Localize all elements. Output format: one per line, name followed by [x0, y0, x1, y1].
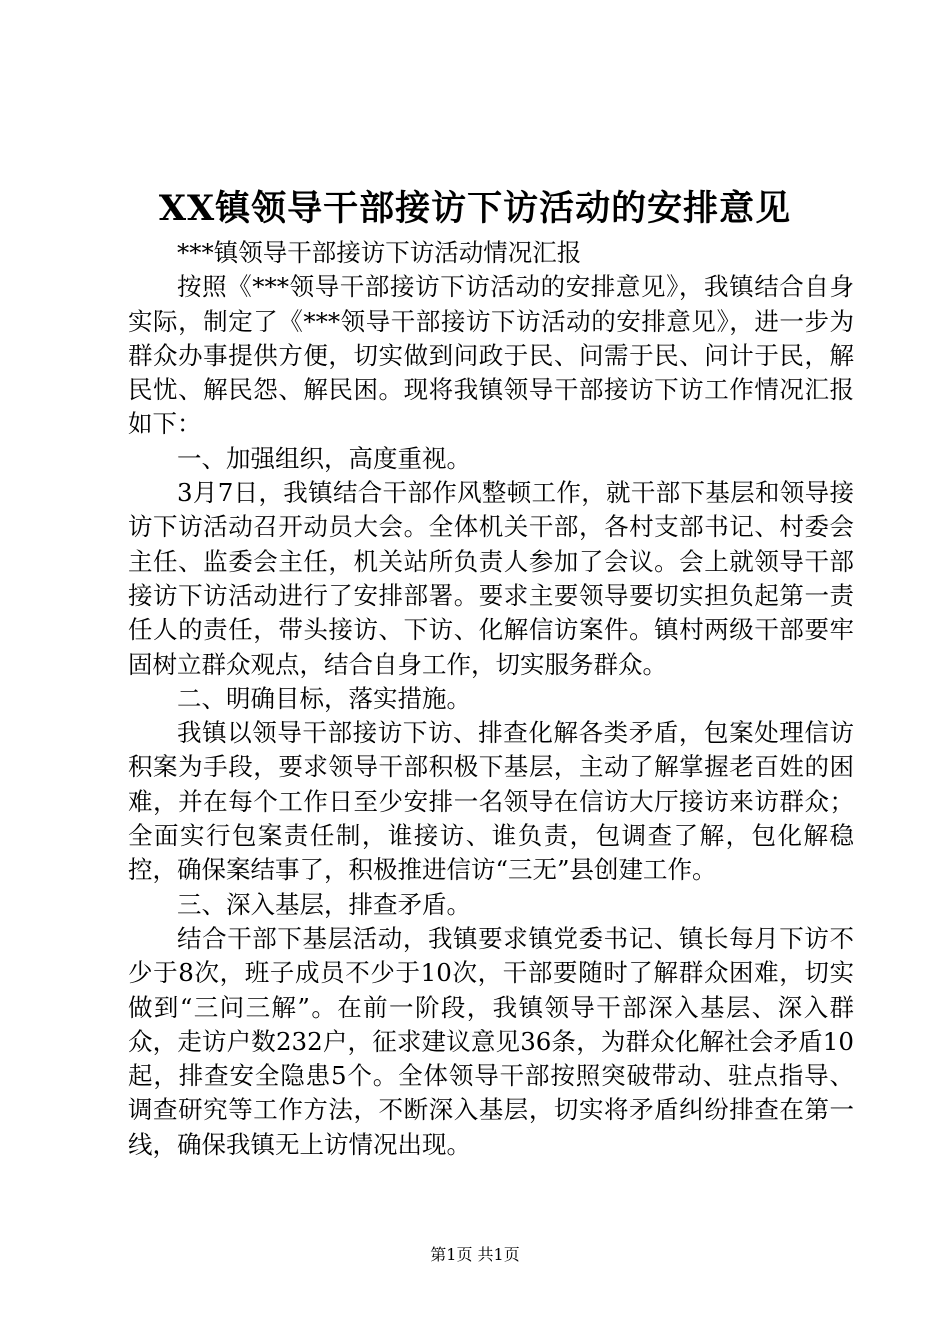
document-title: XX镇领导干部接访下访活动的安排意见: [158, 188, 792, 229]
paragraph-intro: 按照《***领导干部接访下访活动的安排意见》，我镇结合自身实际，制定了《***领导干部接访下访活动的安排意见》，进一步为群众办事提供方便，切实做到问政于民、问需于民、问计于民，解民忧、解民怨、解民困。现将我镇领导干部接访下访工作情况汇报如下：: [128, 272, 854, 439]
report-subtitle: ***镇领导干部接访下访活动情况汇报: [177, 238, 582, 267]
section-heading-2: 二、明确目标，落实措施。: [177, 683, 471, 713]
section-heading-1: 一、加强组织，高度重视。: [177, 443, 471, 473]
paragraph-section-2: 我镇以领导干部接访下访、排查化解各类矛盾，包案处理信访积案为手段，要求领导干部积极下基层，主动了解掌握老百姓的困难，并在每个工作日至少安排一名领导在信访大厅接访来访群众；全面实行包案责任制，谁接访、谁负责，包调查了解，包化解稳控，确保案结事了，积极推进信访“三无”县创建工作。: [128, 718, 854, 885]
paragraph-section-1: 3月7日，我镇结合干部作风整顿工作，就干部下基层和领导接访下访活动召开动员大会。全体机关干部，各村支部书记、村委会主任、监委会主任，机关站所负责人参加了会议。会上就领导干部接访下访活动进行了安排部署。要求主要领导要切实担负起第一责任人的责任，带头接访、下访、化解信访案件。镇村两级干部要牢固树立群众观点，结合自身工作，切实服务群众。: [128, 478, 854, 679]
document-body: [128, 236, 854, 1162]
section-heading-3: 三、深入基层，排查矛盾。: [177, 889, 471, 919]
page-footer: 第1页 共1页: [430, 1245, 520, 1264]
paragraph-section-3: 结合干部下基层活动，我镇要求镇党委书记、镇长每月下访不少于8次，班子成员不少于10次，干部要随时了解群众困难，切实做到“三问三解”。在前一阶段，我镇领导干部深入基层、深入群众，走访户数232户，征求建议意见36条，为群众化解社会矛盾10起，排查安全隐患5个。全体领导干部按照突破带动、驻点指导、调查研究等工作方法，不断深入基层，切实将矛盾纠纷排查在第一线，确保我镇无上访情况出现。: [128, 923, 854, 1159]
